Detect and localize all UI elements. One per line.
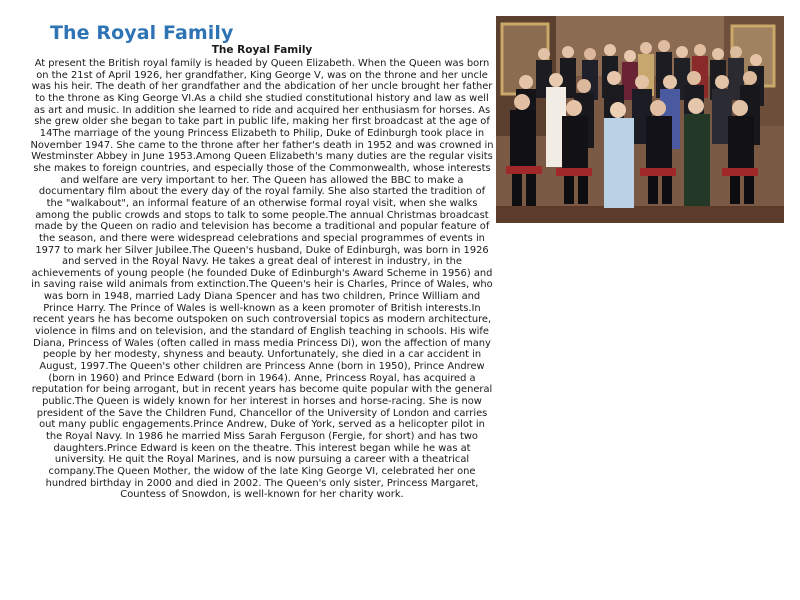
slide-title: The Royal Family xyxy=(50,22,234,44)
article-body: At present the British royal family is headed by Queen Elizabeth. When the Queen was born on the 21st of April 1926, her grandfather, King George V, was on the throne and her uncle was his heir. The death of her grandfather and the abdication of her uncle brought her father to the throne as King George VI.As a child she studied constitutional history and law as well as art and music. In addition she learned to ride and acquired her enthusiasm for horses. As she grew older she began to take part in public life, making her first broadcast at the age of 14The marriage of the young Princess Elizabeth to Philip, Duke of Edinburgh took place in November 1947. She came to the throne after her father's death in 1952 and was crowned in Westminster Abbey in June 1953.Among Queen Elizabeth's many duties are the regular visits she makes to foreign countries, and especially those of the Commonwealth, whose interests and welfare are very important to her. The Queen has allowed the BBC to make a documentary film about the every day of the royal family. She also started the tradition of the "walkabout", an informal feature of an otherwise formal royal visit, when she walks among the public crowds and stops to talk to some people.The annual Christmas broadcast made by the Queen on radio and television has become a traditional and popular feature of the season, and there were widespread celebrations and special programmes of events in 1977 to mark her Silver Jubilee.The Queen's husband, Duke of Edinburgh, was born in 1926 and served in the Royal Navy. He takes a great deal of interest in industry, in the achievements of young people (he founded Duke of Edinburgh's Award Scheme in 1956) and in saving raise wild animals from extinction.The Queen's heir is Charles, Prince of Wales, who was born in 1948, married Lady Diana Spencer and has two children, Prince William and Prince Harry. The Prince of Wales is well-known as a keen promoter of British interests.In recent years he has become outspoken on such controversial topics as modern architecture, violence in films and on television, and the standard of English teaching in schools. His wife Diana, Princess of Wales (often called in mass media Princess Di), won the affection of many people by her modesty, shyness and beauty. Unfortunately, she died in a car accident in August, 1997.The Queen's other children are Princess Anne (born in 1950), Prince Andrew (born in 1960) and Prince Edward (born in 1964). Anne, Princess Royal, has acquired a reputation for being arrogant, but in recent years has become quite popular with the general public.The Queen is widely known for her interest in horses and horse-racing. She is now president of the Save the Children Fund, Chancellor of the University of London and carries out many public engagements.Prince Andrew, Duke of York, served as a helicopter pilot in the Royal Navy. In 1986 he married Miss Sarah Ferguson (Fergie, for short) and has two daughters.Prince Edward is keen on the theatre. This interest began while he was at university. He quit the Royal Marines, and is now pursuing a career with a theatrical company.The Queen Mother, the widow of the late King George VI, celebrated her one hundred birthday in 2000 and died in 2002. The Queen's only sister, Princess Margaret, Countess of Snowdon, is well-known for her charity work. xyxy=(30,58,494,501)
article-heading: The Royal Family xyxy=(211,44,313,56)
royal-family-photo xyxy=(496,16,784,223)
article xyxy=(30,44,494,501)
